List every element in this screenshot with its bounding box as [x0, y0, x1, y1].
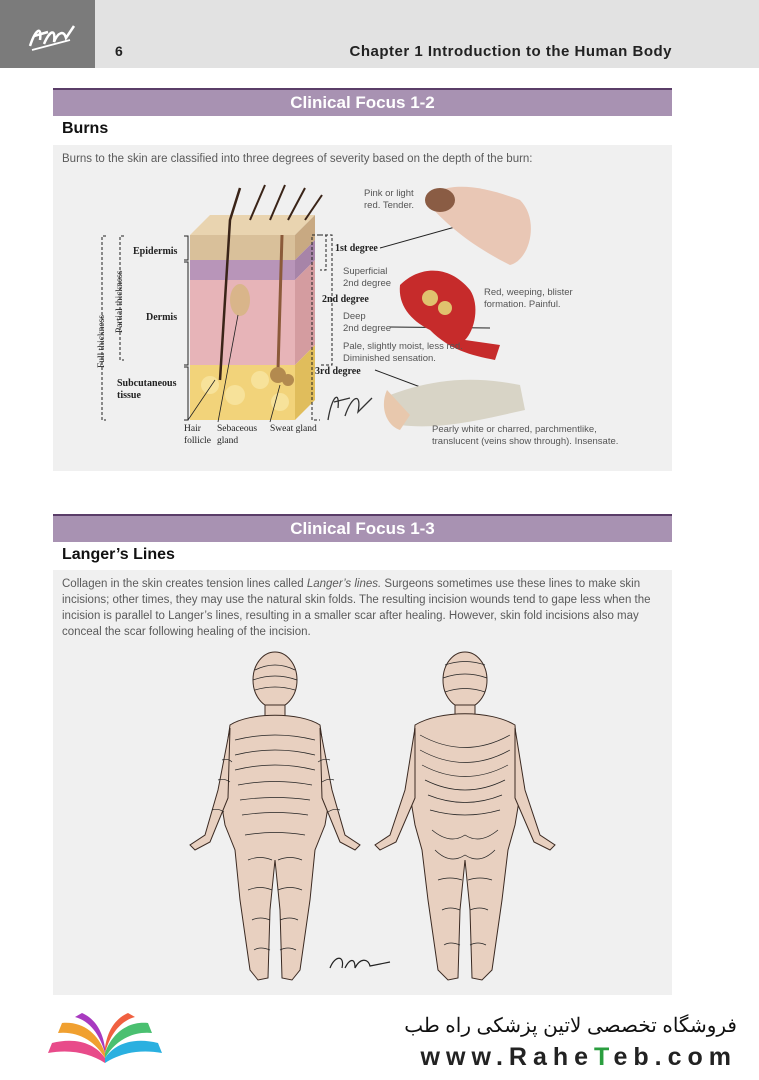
desc-superficial-2: 2nd degree: [343, 278, 392, 289]
label-partial-thickness: Partial thickness: [115, 270, 125, 333]
netter-logo-block: [0, 0, 95, 68]
desc-pale: Pale, slightly moist, less red.: [343, 341, 463, 352]
footer-banner: [0, 995, 759, 1080]
chapter-title: Chapter 1 Introduction to the Human Body: [349, 43, 672, 60]
book-logo: [40, 1013, 170, 1068]
section-title-2: Langer’s Lines: [62, 546, 175, 563]
footer-persian-text: فروشگاه تخصصی لاتین پزشکی راه طب: [404, 1015, 737, 1037]
label-epidermis: Epidermis: [133, 246, 178, 257]
label-first-degree: 1st degree: [335, 243, 378, 254]
page-number: 6: [115, 43, 123, 59]
desc-red-weeping: Red, weeping, blister: [484, 287, 573, 298]
desc-pearly: Pearly white or charred, parchmentlike,: [432, 424, 597, 435]
langers-intro: Collagen in the skin creates tension lines called Langer’s lines. Surgeons sometimes use these lines to make skin incisions; other times, they may use the natural skin folds. The resulting incision wounds tend to gape less when the incision is parallel to Langer’s lines, resulting in a smaller scar after healing. However, skin fold incisions also may conceal the scar following healing of the incision.: [62, 578, 651, 638]
label-sebaceous: Sebaceous: [217, 424, 258, 434]
netter-signature-logo: [22, 18, 82, 54]
desc-pearly-2: translucent (veins show through). Insensate.: [432, 436, 619, 447]
label-gland: gland: [217, 436, 239, 446]
label-second-degree: 2nd degree: [322, 294, 369, 305]
desc-pale-2: Diminished sensation.: [343, 353, 436, 364]
label-tissue: tissue: [117, 390, 141, 401]
label-hair: Hair: [184, 424, 201, 434]
desc-superficial: Superficial: [343, 266, 388, 277]
footer-website[interactable]: www.RaheTeb.com: [420, 1043, 737, 1071]
desc-deep: Deep: [343, 311, 366, 322]
desc-red-weeping-2: formation. Painful.: [484, 299, 561, 310]
section-title: Burns: [62, 120, 109, 137]
desc-pink-2: red. Tender.: [364, 200, 415, 211]
label-full-thickness: Full thickness: [97, 314, 107, 368]
label-subcutaneous: Subcutaneous: [117, 378, 177, 389]
clinical-focus-header: Clinical Focus 1-2: [53, 88, 672, 116]
desc-pink: Pink or light: [364, 188, 414, 199]
langers-lines-figures: [180, 650, 580, 995]
label-follicle: follicle: [184, 436, 211, 446]
label-third-degree: 3rd degree: [315, 366, 361, 377]
label-sweat-gland: Sweat gland: [270, 424, 317, 434]
clinical-focus-header-2: Clinical Focus 1-3: [53, 514, 672, 542]
burns-intro: Burns to the skin are classified into three degrees of severity based on the depth of the burn:: [62, 153, 533, 165]
label-dermis: Dermis: [146, 312, 178, 323]
desc-deep-2: 2nd degree: [343, 323, 392, 334]
